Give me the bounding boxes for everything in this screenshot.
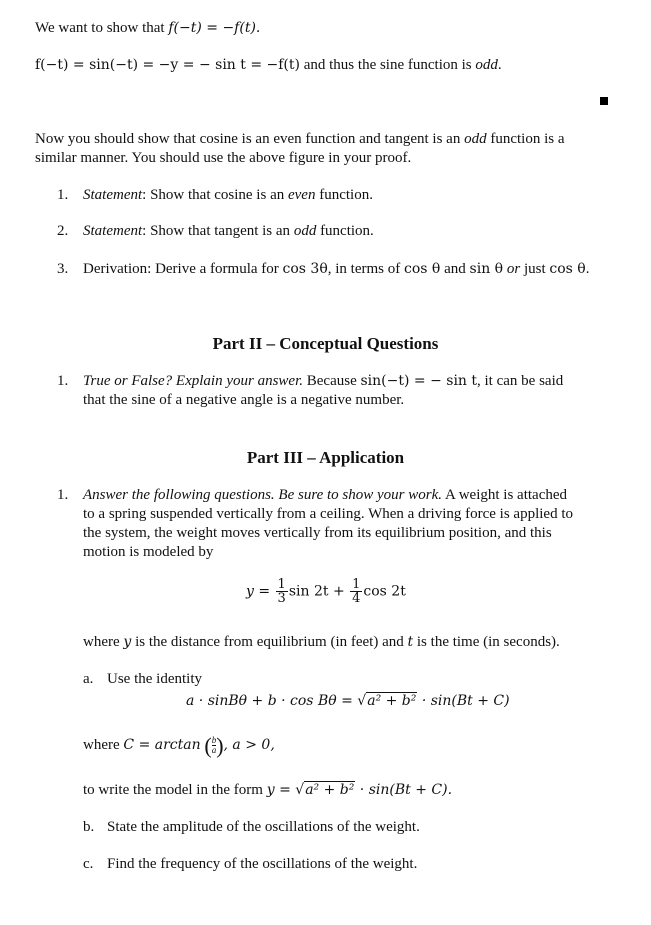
question-line: motion is modeled by <box>83 544 214 560</box>
item-1 <box>57 186 373 205</box>
item-number: 1. <box>57 487 69 503</box>
eq-end: cos 2t <box>363 583 406 600</box>
frac-num: 1 <box>277 577 286 592</box>
c-definition: C = arctan <box>123 737 201 753</box>
statement-label: Statement <box>83 187 143 203</box>
item3-math: cos θ <box>404 261 441 277</box>
sub-text: Find the frequency of the oscillations of the weight. <box>107 856 418 872</box>
model-equation <box>246 578 406 605</box>
item3-text: . <box>585 261 590 277</box>
prompt-text-1-end: function is a <box>486 131 565 147</box>
item-emphasis: odd <box>293 223 317 239</box>
question-line: the system, the weight moves vertically from its equilibrium position, and this <box>83 525 552 541</box>
part-2-heading: Part II – Conceptual Questions <box>212 334 439 353</box>
prompt-line-1 <box>35 130 625 149</box>
where-text: is the distance from equilibrium (in feet) and <box>131 634 408 650</box>
item-text: : Show that tangent is an <box>142 223 294 239</box>
identity-root: a² + b² <box>367 693 417 709</box>
eq-lhs: y = <box>246 583 271 600</box>
prompt-line-2: similar manner. You should use the above figure in your proof. <box>35 150 412 166</box>
identity-left: a · sinBθ + b · cos Bθ = <box>186 693 358 709</box>
eq-mid: sin 2t + <box>288 583 345 600</box>
end-of-proof-square <box>600 97 608 105</box>
item3-text: and <box>440 261 470 277</box>
item3-text: just <box>523 261 550 277</box>
item-end: function. <box>315 187 373 203</box>
item3-or: or <box>503 261 524 277</box>
sub-question-c <box>83 855 417 874</box>
question-text: , it can be said <box>477 373 564 389</box>
frac-den: 3 <box>277 591 286 606</box>
prompt-odd: odd <box>464 131 487 147</box>
question-line-2: that the sine of a negative angle is a negative number. <box>83 392 405 408</box>
frac-num: b <box>211 735 217 746</box>
to-write-text: to write the model in the form <box>83 782 267 798</box>
item3-math: cos 3θ <box>282 261 328 277</box>
part-3-heading: Part III – Application <box>246 448 405 467</box>
item-number: 2. <box>57 223 69 239</box>
item-number: 1. <box>57 373 69 389</box>
fraction-one-fourth <box>350 578 362 605</box>
question-instruction: Answer the following questions. Be sure to show your work. <box>83 487 443 503</box>
question-text: Because <box>303 373 361 389</box>
item-3 <box>57 260 589 279</box>
where-text: where <box>83 737 124 753</box>
statement-label: Statement <box>83 223 143 239</box>
prompt-paragraph <box>35 130 625 168</box>
item-emphasis: even <box>287 187 316 203</box>
where-text: is the time (in seconds). <box>413 634 560 650</box>
intro-line-2 <box>35 56 502 75</box>
frac-num: 1 <box>352 577 361 592</box>
sub-question-a <box>83 670 202 689</box>
right-paren: ) <box>216 733 224 759</box>
item-end: function. <box>316 223 374 239</box>
to-write-root: a² + b² <box>305 782 355 798</box>
where-line <box>83 633 560 652</box>
left-paren: ( <box>204 733 212 759</box>
sub-label: b. <box>83 819 95 835</box>
part-2-question-1 <box>57 372 617 410</box>
where-c-line <box>83 733 275 759</box>
c-condition: , a > 0, <box>223 737 275 753</box>
frac-den: 4 <box>352 591 361 606</box>
question-line: to a spring suspended vertically from a ceiling. When a driving force is applied to <box>83 506 573 522</box>
sub-label: a. <box>83 671 94 687</box>
intro-math: f(−t) = −f(t). <box>168 20 261 36</box>
question-instruction: True or False? Explain your answer. <box>83 373 303 389</box>
item-number: 1. <box>57 187 69 203</box>
intro-line-1 <box>35 19 260 38</box>
intro-text: We want to show that <box>35 20 169 36</box>
sub-question-b <box>83 818 420 837</box>
item-2 <box>57 222 374 241</box>
sine-odd-derivation: f(−t) = sin(−t) = −y = − sin t = −f(t) <box>35 57 300 73</box>
where-text: where <box>83 634 124 650</box>
item3-text: Derivation: Derive a formula for <box>83 261 283 277</box>
item3-text: , in terms of <box>327 261 405 277</box>
part-3-question-1 <box>57 486 627 562</box>
var-t: t <box>407 634 414 650</box>
to-write-line: to write the model in the form y = √a² + b² · sin(Bt + C). <box>83 782 453 798</box>
identity-right: · sin(Bt + C) <box>417 693 510 709</box>
item-number: 3. <box>57 261 69 277</box>
frac-den: a <box>211 745 217 756</box>
prompt-text-1: Now you should show that cosine is an even function and tangent is an <box>35 131 465 147</box>
intro-line2-text: and thus the sine function is <box>299 57 476 73</box>
sub-text: Use the identity <box>107 671 202 687</box>
intro-line2-end: . <box>497 57 502 73</box>
odd-word: odd <box>475 57 498 73</box>
identity-equation: a · sinBθ + b · cos Bθ = √a² + b² · sin(Bt + C) <box>186 693 510 709</box>
sub-text: State the amplitude of the oscillations of the weight. <box>107 819 420 835</box>
fraction-one-third <box>276 578 288 605</box>
var-y: y <box>123 634 132 650</box>
question-text: A weight is attached <box>442 487 568 503</box>
question-math: sin(−t) = − sin t <box>360 373 478 389</box>
to-write-math: y = <box>266 782 296 798</box>
item3-math: sin θ <box>469 261 504 277</box>
item-text: : Show that cosine is an <box>142 187 288 203</box>
sub-label: c. <box>83 856 94 872</box>
to-write-end: · sin(Bt + C). <box>355 782 453 798</box>
item3-math: cos θ <box>549 261 586 277</box>
